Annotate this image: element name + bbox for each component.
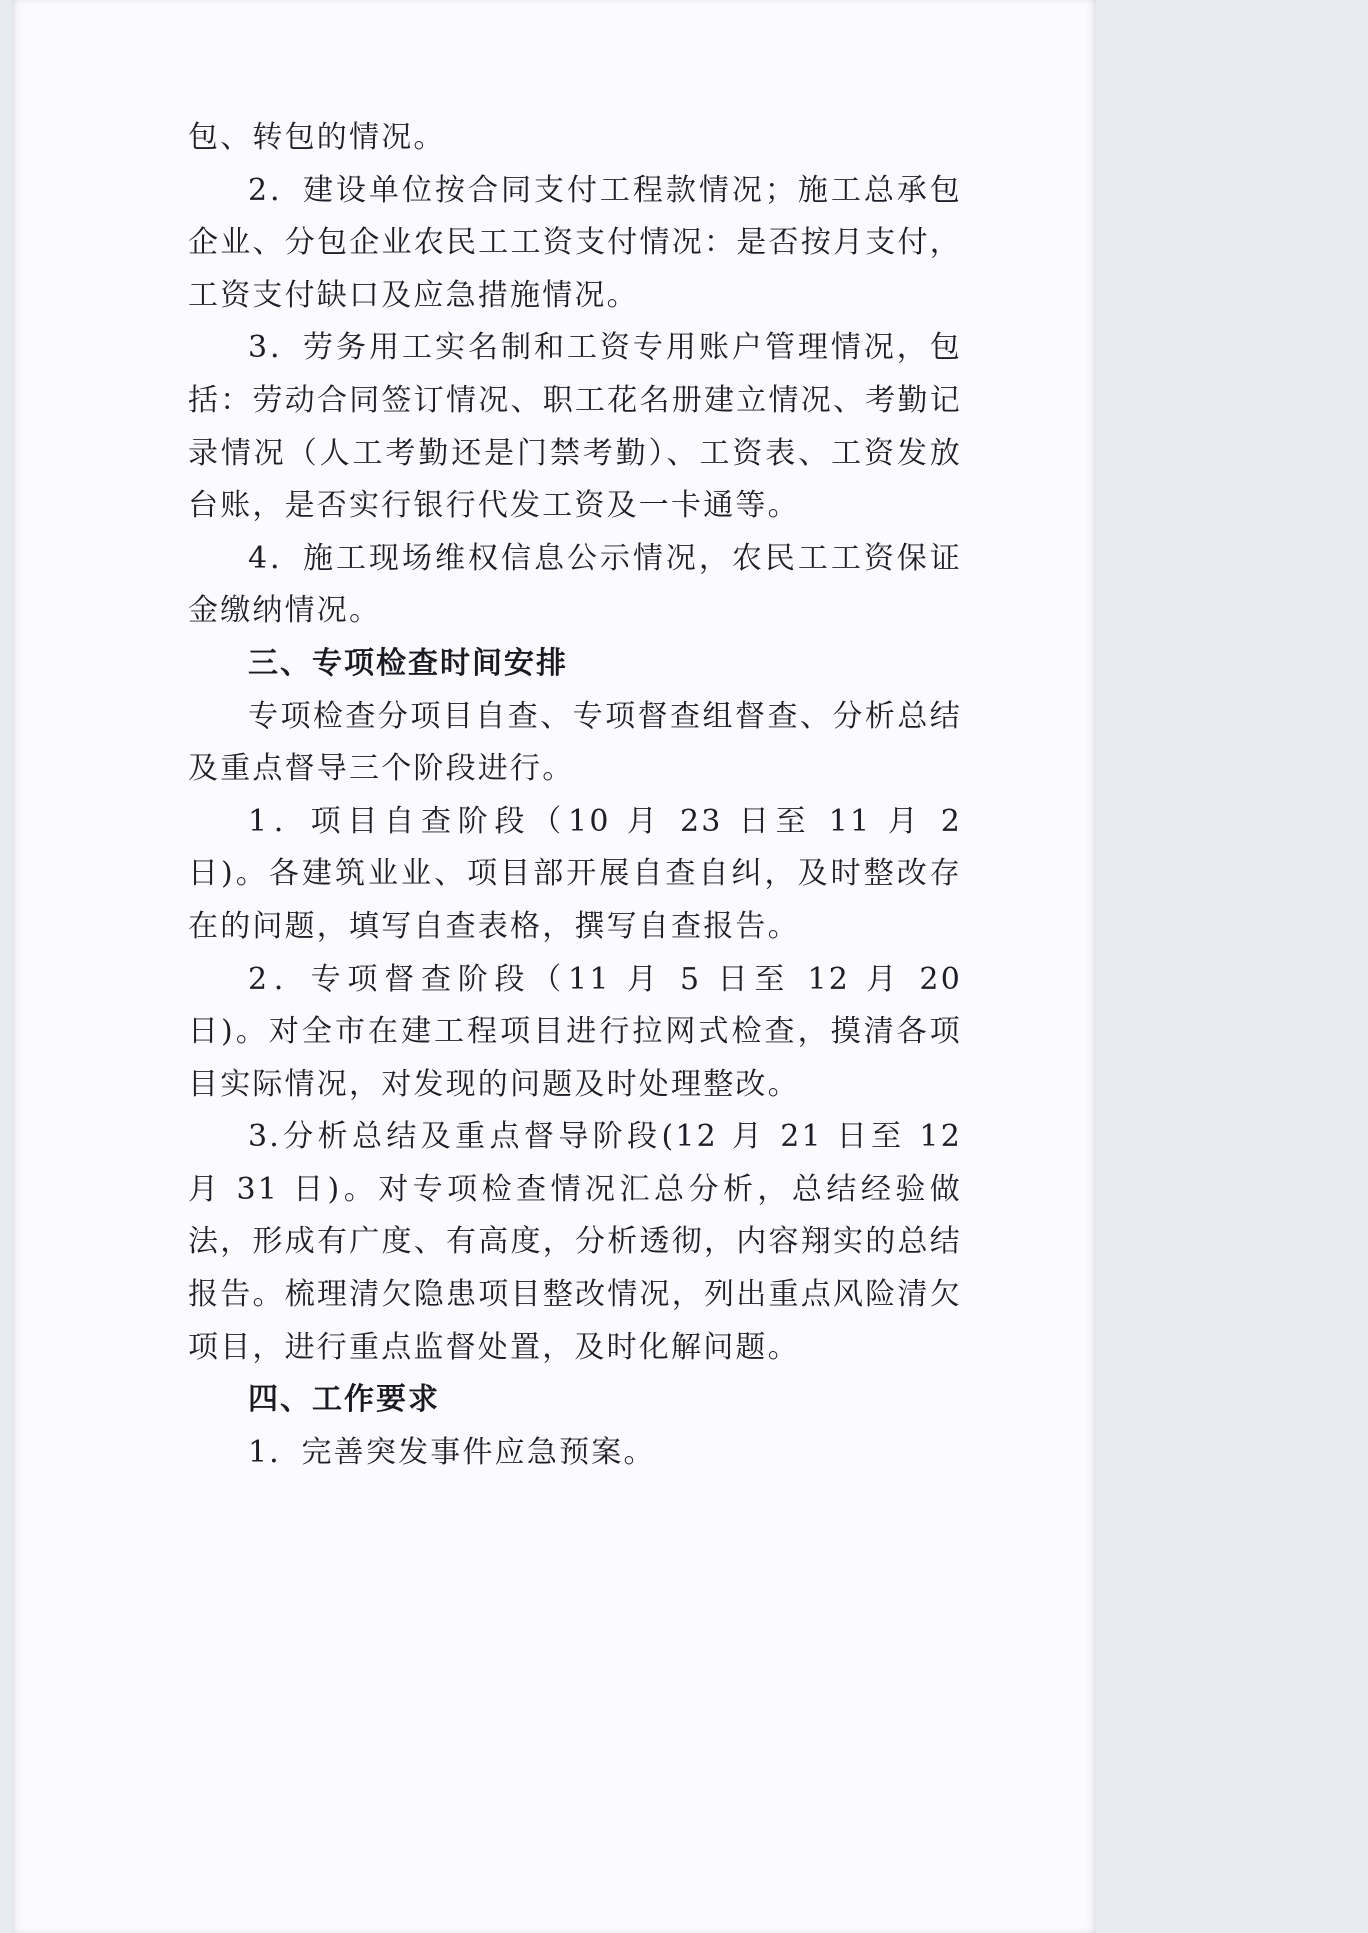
paragraph: 3.分析总结及重点督导阶段(12 月 21 日至 12 月 31 日)。对专项检查情况汇总分析，总结经验做法，形成有广度、有高度，分析透彻，内容翔实的总结报告。梳理清欠隐患项目整改情况，列出重点风险清欠项目，进行重点监督处置，及时化解问题。	[188, 1119, 962, 1365]
paragraph: 2．建设单位按合同支付工程款情况；施工总承包企业、分包企业农民工工资支付情况：是否按月支付，工资支付缺口及应急措施情况。	[188, 172, 962, 313]
paragraph: 1．项目自查阶段（10 月 23 日至 11 月 2 日)。各建筑业业、项目部开展自查自纠，及时整改存在的问题，填写自查表格，撰写自查报告。	[188, 803, 962, 944]
paragraph: 专项检查分项目自查、专项督查组督查、分析总结及重点督导三个阶段进行。	[188, 698, 962, 787]
paragraph: 4．施工现场维权信息公示情况，农民工工资保证金缴纳情况。	[188, 540, 962, 629]
section-heading: 四、工作要求	[248, 1382, 440, 1418]
document-body	[188, 112, 962, 1479]
section-heading: 三、专项检查时间安排	[248, 645, 568, 681]
paragraph: 2．专项督查阶段（11 月 5 日至 12 月 20 日)。对全市在建工程项目进行拉网式检查，摸清各项目实际情况，对发现的问题及时处理整改。	[188, 961, 962, 1102]
paragraph: 3．劳务用工实名制和工资专用账户管理情况，包括：劳动合同签订情况、职工花名册建立情况、考勤记录情况（人工考勤还是门禁考勤）、工资表、工资发放台账，是否实行银行代发工资及一卡通等。	[188, 330, 962, 524]
document-page	[12, 0, 1096, 1933]
paragraph: 1．完善突发事件应急预案。	[248, 1434, 656, 1470]
paragraph: 包、转包的情况。	[188, 120, 446, 155]
